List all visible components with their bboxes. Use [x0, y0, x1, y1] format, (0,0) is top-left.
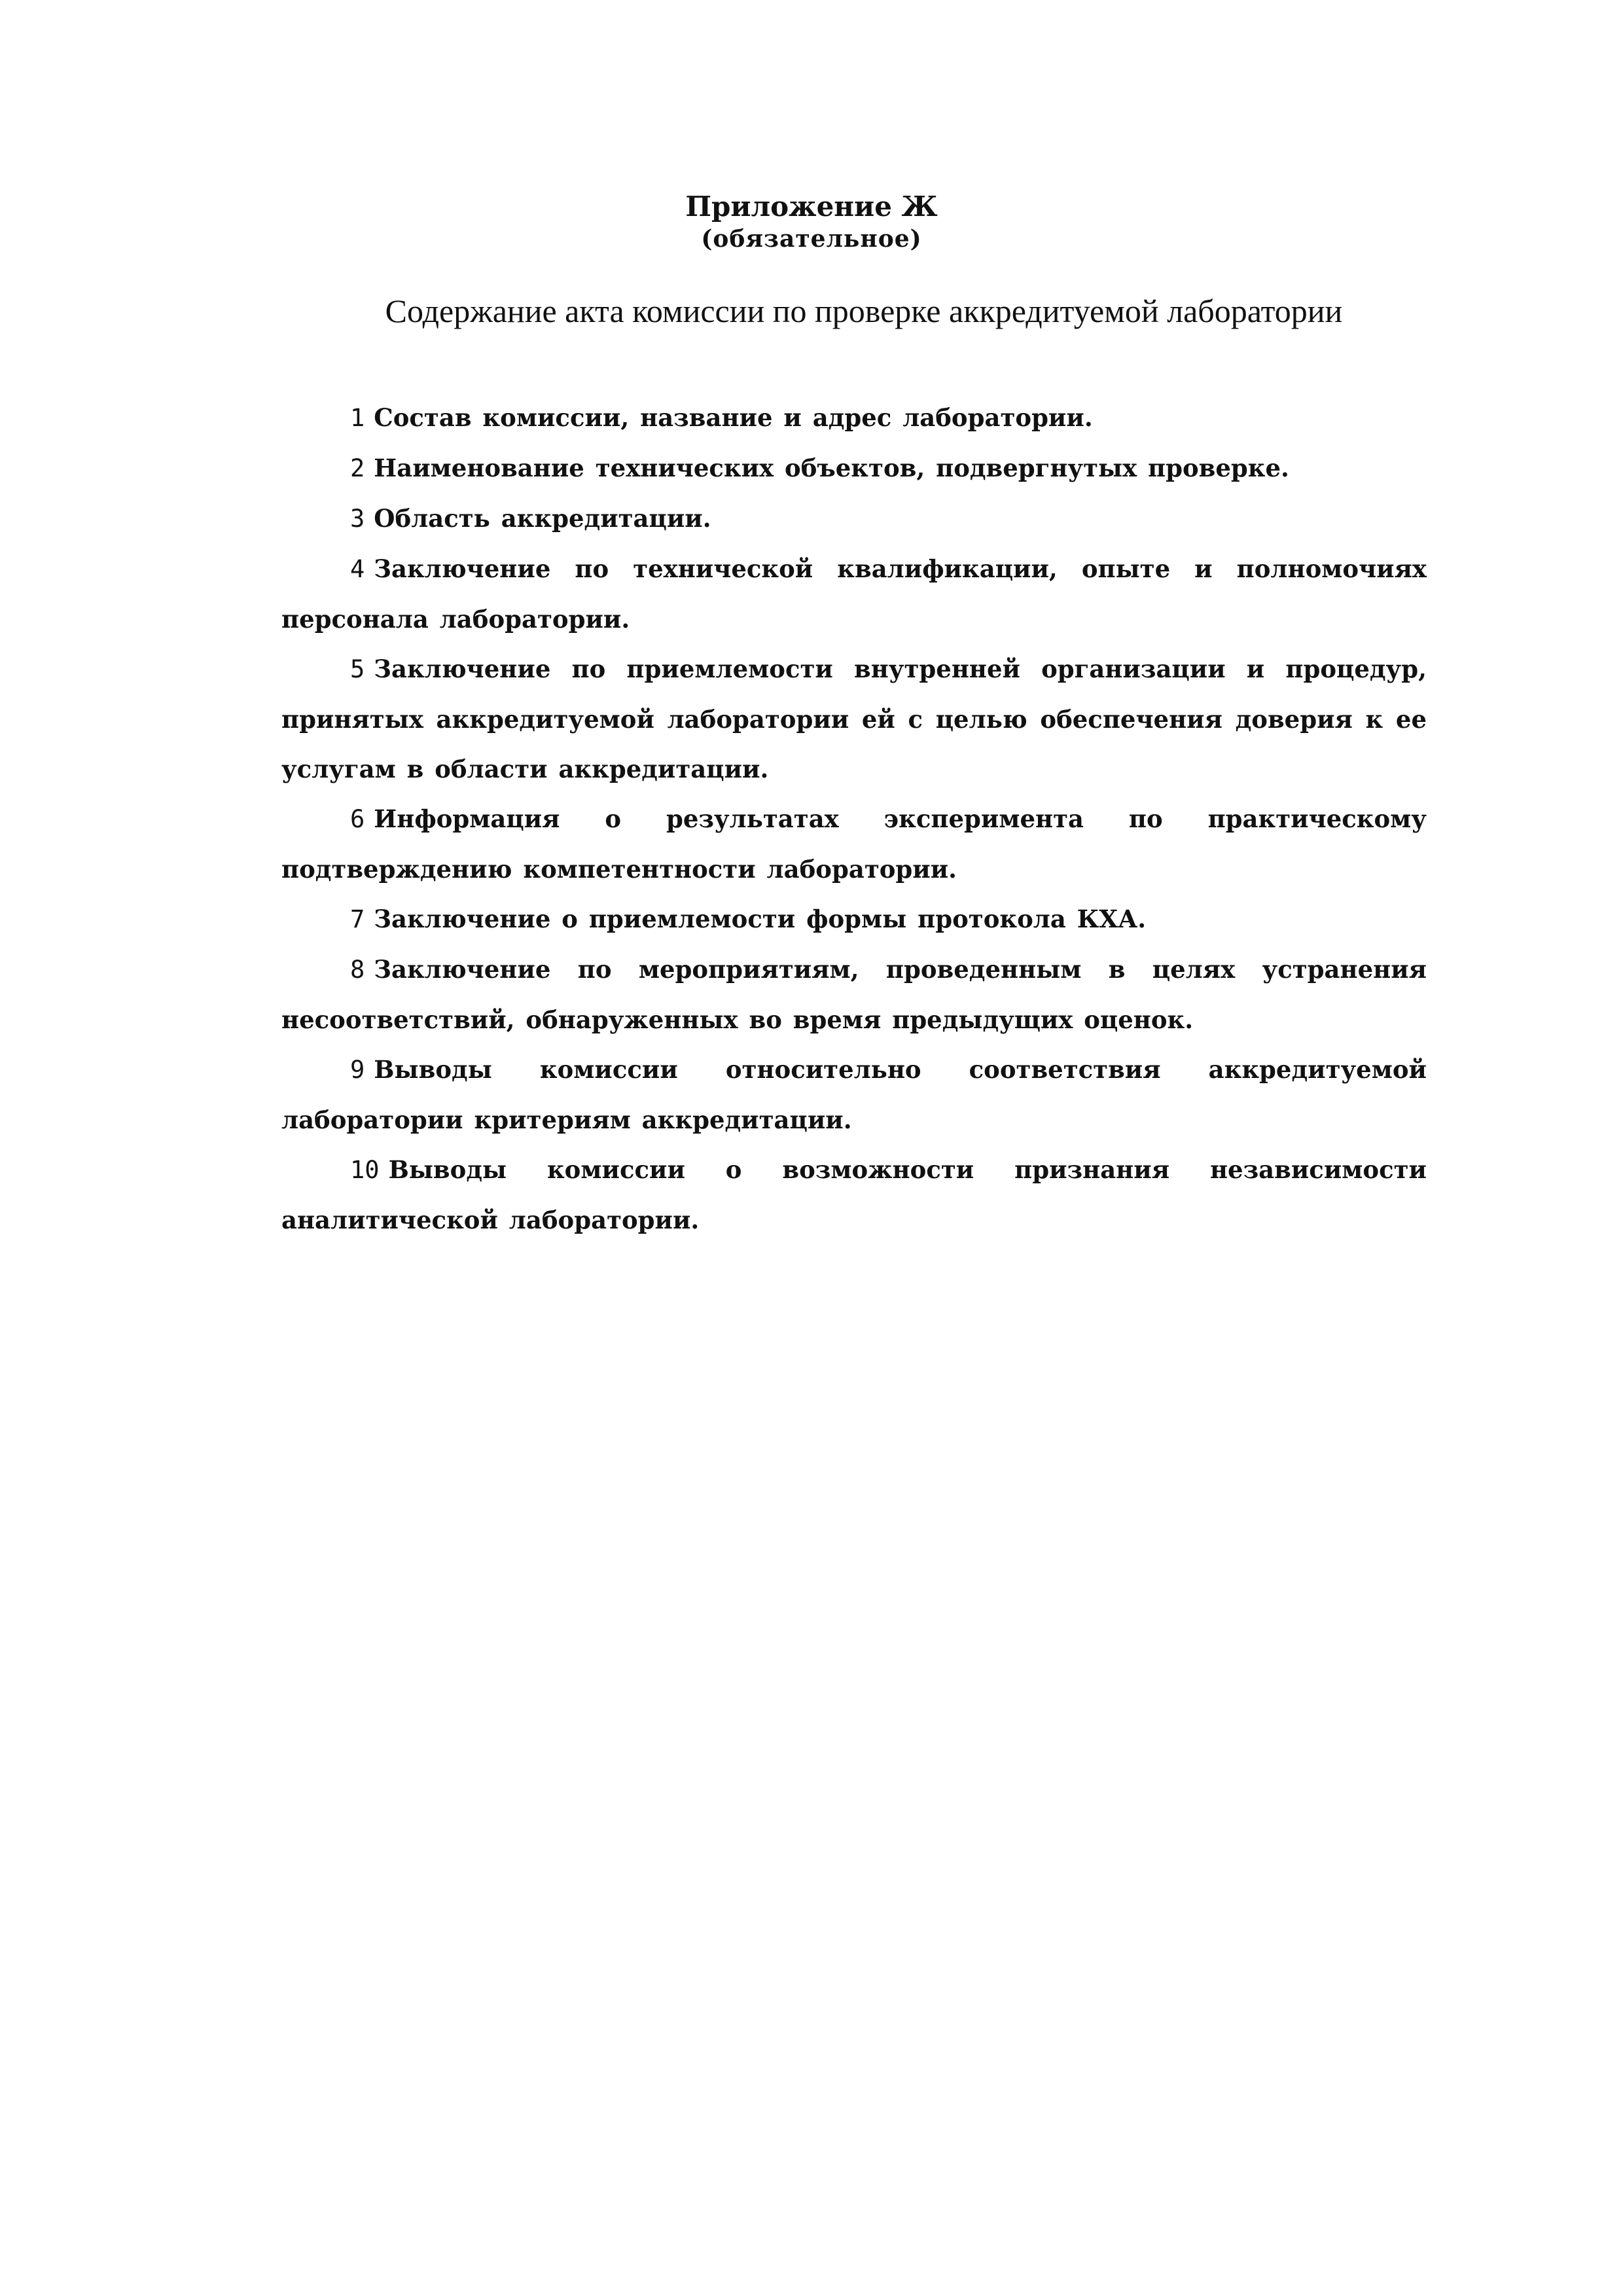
item-number: 8 [350, 956, 365, 984]
item-number: 2 [350, 454, 365, 482]
item-number: 7 [350, 905, 365, 933]
item-text: Состав комиссии, название и адрес лаборатории. [374, 403, 1093, 432]
list-item [281, 894, 1427, 944]
item-text: Заключение по приемлемости внутренней организации и процедур, принятых аккредитуемой лаборатории ей с целью обеспечения доверия к ее услугам в области аккредитации. [281, 655, 1427, 783]
item-number: 4 [350, 555, 365, 583]
list-item [281, 1045, 1427, 1145]
item-text: Область аккредитации. [374, 504, 711, 533]
list-item [281, 393, 1427, 443]
list-item [281, 443, 1427, 493]
content-list [281, 393, 1427, 1245]
item-text: Заключение по технической квалификации, опыте и полномочиях персонала лаборатории. [281, 554, 1427, 634]
list-item [281, 944, 1427, 1045]
item-text: Заключение о приемлемости формы протокола КХА. [374, 905, 1147, 933]
item-number: 6 [350, 805, 365, 833]
list-item [281, 1145, 1427, 1245]
item-number: 9 [350, 1056, 365, 1084]
annex-title: Приложение Ж [685, 190, 938, 223]
item-text: Заключение по мероприятиям, проведенным в целях устранения несоответствий, обнаруженных во время предыдущих оценок. [281, 955, 1427, 1034]
item-number: 1 [350, 404, 365, 432]
item-number: 5 [350, 655, 365, 683]
item-text: Наименование технических объектов, подвергнутых проверке. [374, 454, 1289, 482]
annex-status: (обязательное) [701, 225, 922, 253]
item-text: Информация о результатах эксперимента по практическому подтверждению компетентности лаборатории. [281, 804, 1427, 884]
list-item [281, 644, 1427, 794]
item-number: 10 [350, 1156, 380, 1184]
document-title: Содержание акта комиссии по проверке аккредитуемой лаборатории [385, 293, 1343, 329]
list-item [281, 544, 1427, 644]
item-number: 3 [350, 505, 365, 533]
item-text: Выводы комиссии о возможности признания независимости аналитической лаборатории. [281, 1155, 1427, 1234]
list-item [281, 794, 1427, 894]
list-item [281, 493, 1427, 544]
item-text: Выводы комиссии относительно соответствия аккредитуемой лаборатории критериям аккредитации. [281, 1055, 1427, 1134]
